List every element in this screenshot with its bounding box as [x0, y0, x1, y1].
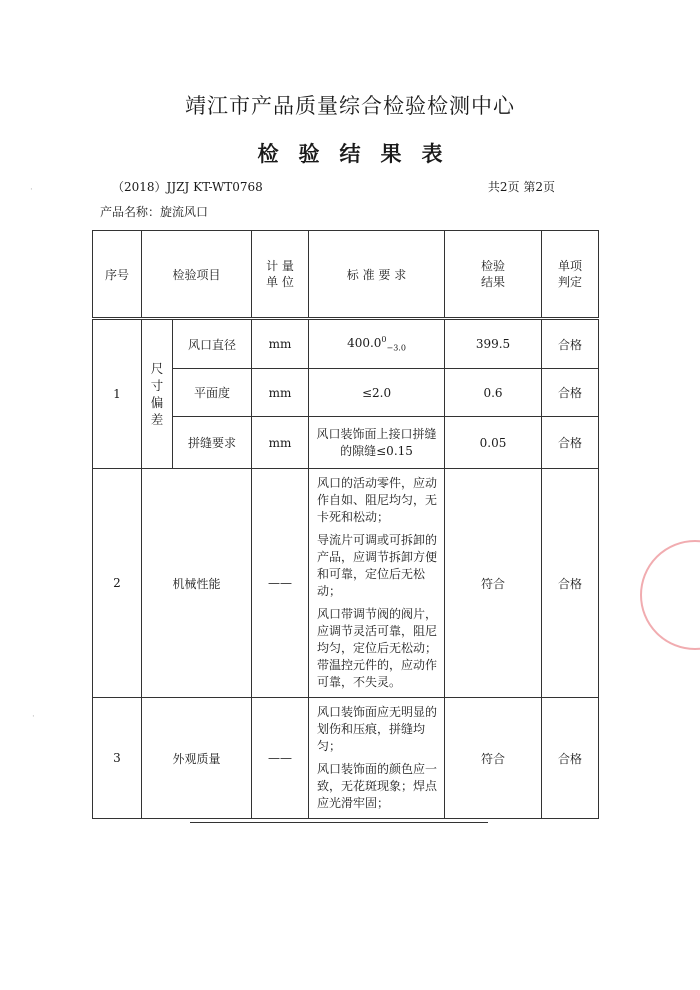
- row1b-verdict: 合格: [542, 369, 599, 417]
- header-unit: [252, 231, 309, 319]
- row1a-std-sub: −3.0: [386, 343, 406, 353]
- header-verdict-line1: 单项: [558, 259, 583, 273]
- header-verdict: [542, 231, 599, 319]
- row1a-std-sup: 0: [381, 335, 387, 345]
- row3-req-2: 风口装饰面的颜色应一致，无花斑现象；焊点应光滑牢固；: [317, 762, 438, 810]
- header-unit-line1: 计 量: [266, 259, 294, 273]
- row1-group-label: 尺寸偏差: [150, 361, 164, 427]
- row2-req-3: 风口带调节阀的阀片，应调节灵活可靠，阻尼均匀，定位后无松动；带温控元件的，应动作可靠，不失灵。: [317, 607, 438, 689]
- results-table: [92, 230, 599, 819]
- row2-item: 机械性能: [142, 469, 252, 698]
- row1a-item: 风口直径: [173, 319, 252, 369]
- row2-verdict: 合格: [542, 469, 599, 698]
- row1b-item: 平面度: [173, 369, 252, 417]
- row3-result: 符合: [445, 698, 542, 819]
- row2-req-1: 风口的活动零件，应动作自如、阻尼均匀，无卡死和松动；: [317, 476, 438, 524]
- header-result-line1: 检验: [481, 259, 506, 273]
- row1a-unit: mm: [252, 319, 309, 369]
- row1c-unit: mm: [252, 417, 309, 469]
- row1a-std-main: 400.0: [347, 336, 382, 351]
- row2-result: 符合: [445, 469, 542, 698]
- row3-verdict: 合格: [542, 698, 599, 819]
- row1c-std-line2: 的隙缝≤0.15: [340, 443, 413, 458]
- end-rule: [190, 822, 488, 823]
- row2-unit: ——: [252, 469, 309, 698]
- header-verdict-line2: 判定: [558, 275, 583, 289]
- organization-name: 靖江市产品质量综合检验检测中心: [185, 94, 515, 118]
- table-row: [93, 319, 599, 369]
- row3-requirements: [309, 698, 445, 819]
- header-result-line2: 结果: [481, 275, 506, 289]
- page-info: 共2页 第2页: [487, 180, 555, 194]
- scan-speck-icon: ·: [32, 712, 35, 722]
- row1c-item: 拼缝要求: [173, 417, 252, 469]
- row3-unit: ——: [252, 698, 309, 819]
- row1c-standard: [309, 417, 445, 469]
- row1c-verdict: 合格: [542, 417, 599, 469]
- product-name-line: 产品名称：旋流风口: [100, 205, 209, 219]
- document-title: 检验结果表: [257, 141, 463, 166]
- header-no: 序号: [93, 231, 142, 319]
- header-row: [93, 231, 599, 319]
- report-number: （2018）JJZJ KT-WT0768: [112, 180, 263, 194]
- row2-no: 2: [93, 469, 142, 698]
- row2-req-2: 导流片可调或可拆卸的产品，应调节拆卸方便和可靠，定位后无松动；: [317, 533, 438, 598]
- row1a-standard: [309, 319, 445, 369]
- row3-no: 3: [93, 698, 142, 819]
- table-row: [93, 698, 599, 819]
- seal-stamp-icon: [640, 540, 700, 650]
- row1-group: [142, 319, 173, 469]
- row2-requirements: [309, 469, 445, 698]
- scan-speck-icon: ·: [30, 185, 33, 195]
- row1-no: 1: [93, 319, 142, 469]
- row1a-result: 399.5: [445, 319, 542, 369]
- row1b-result: 0.6: [445, 369, 542, 417]
- header-result: [445, 231, 542, 319]
- row1b-standard: ≤2.0: [309, 369, 445, 417]
- row1a-verdict: 合格: [542, 319, 599, 369]
- table-row: [93, 469, 599, 698]
- row1c-result: 0.05: [445, 417, 542, 469]
- row3-req-1: 风口装饰面应无明显的划伤和压痕，拼缝均匀；: [317, 705, 438, 753]
- row1b-unit: mm: [252, 369, 309, 417]
- row3-item: 外观质量: [142, 698, 252, 819]
- row1c-std-line1: 风口装饰面上接口拼缝: [316, 426, 437, 441]
- header-item: 检验项目: [142, 231, 252, 319]
- header-standard: 标 准 要 求: [309, 231, 445, 319]
- header-unit-line2: 单 位: [266, 275, 294, 289]
